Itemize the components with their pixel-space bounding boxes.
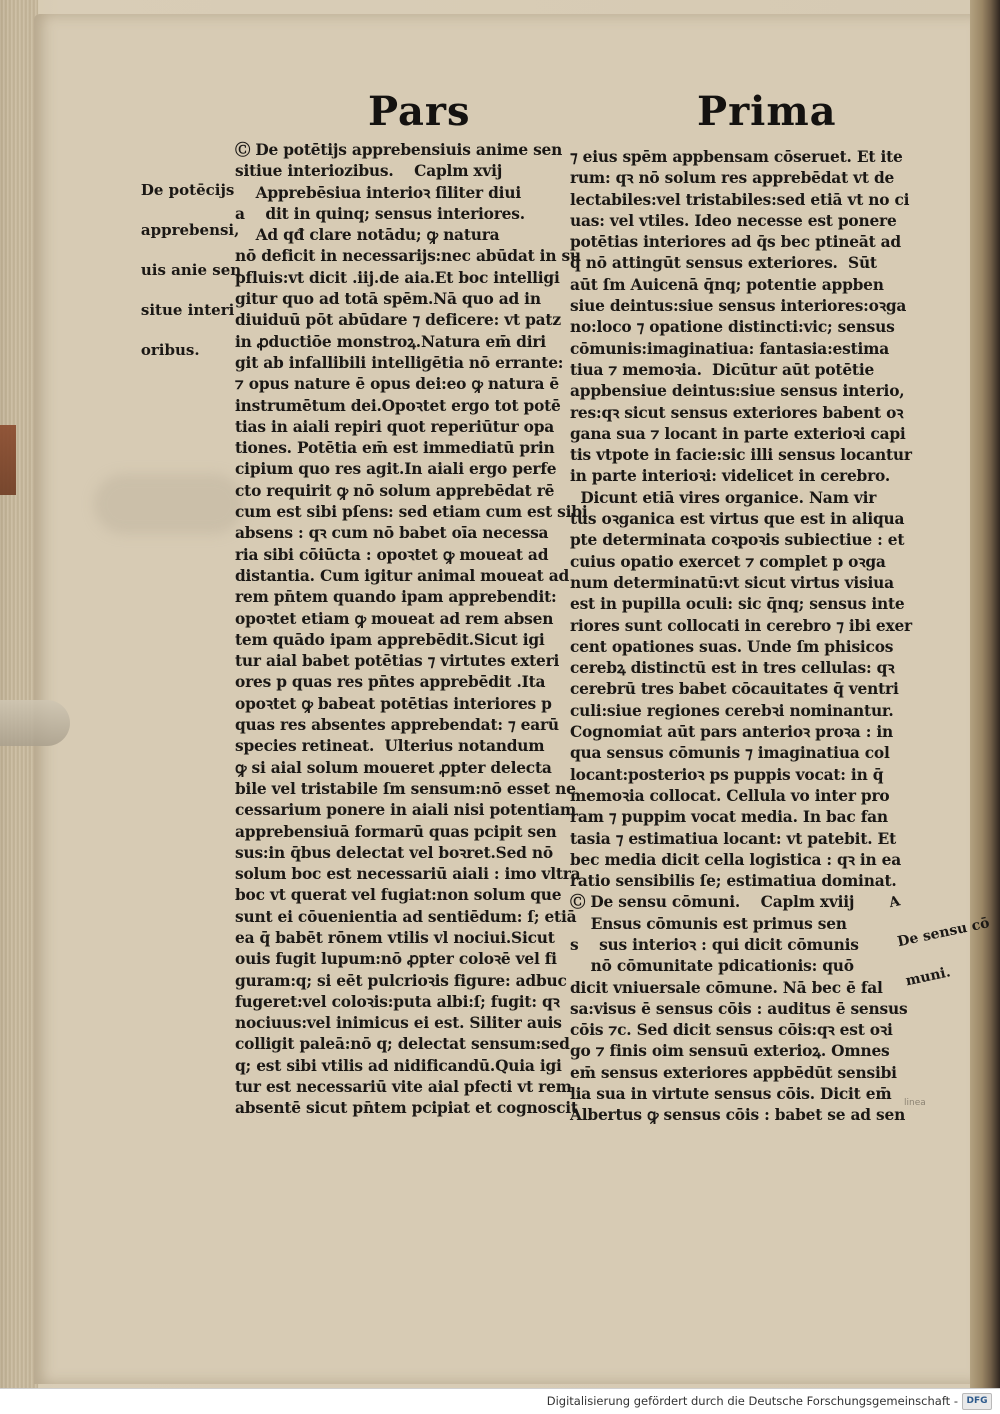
text-line: diuiduū pōt abūdare ⁊ deficere: vt patz [235, 311, 561, 330]
text-line: uas: vel vtiles. Ideo necesse est ponere [570, 211, 897, 230]
text-line: bile vel tristabile ſm sensum:nō esset ne [235, 779, 576, 798]
text-line: gitur quo ad totā spēm.Nā quo ad in [235, 290, 541, 309]
bookmark-ribbon [0, 425, 16, 495]
text-line: cto requirit ꝙ nō solum apprebēdat rē [235, 481, 555, 500]
margin-line: muni. [904, 964, 952, 990]
text-line: pfluis:vt dicit .iij.de aia.Et boc intelligi [235, 268, 560, 287]
text-line: cuius opatio exercet ⁊ complet p oꝛga [570, 552, 886, 571]
text-line: boc vt querat vel fugiat:non solum que [235, 886, 562, 905]
text-line: riores sunt collocati in cerebro ⁊ ibi exer [570, 616, 912, 635]
text-line: ⁊ opus nature ē opus dei:eo ꝙ natura ē [235, 375, 560, 394]
text-line: go ⁊ finis oim sensuū exterioꝝ. Omnes [570, 1042, 890, 1061]
text-line: culi:siue regiones cerebꝛi nominantur. [570, 701, 894, 720]
text-line: absentē sicut pn̄tem pcipiat et cognoscit [235, 1099, 578, 1118]
footer-bar [0, 1388, 1000, 1414]
text-line: rum: qꝛ nō solum res apprebēdat vt de [570, 169, 895, 188]
text-line: dicit vniuersale cōmune. Nā bec ē fal [570, 978, 883, 997]
margin-note-left [120, 160, 241, 380]
text-line: rem pn̄tem quando ipam apprebendit: [235, 588, 557, 607]
text-line: num determinatū:vt sicut virtus visiua [570, 573, 894, 592]
text-line: cōis ⁊c. Sed dicit sensus cōis:qꝛ est oꝛi [570, 1021, 893, 1040]
text-line: qua sensus cōmunis ⁊ imaginatiua col [570, 744, 890, 763]
text-line: guram:q; si eēt pulcrioꝛis figure: adbuc [235, 971, 567, 990]
text-line: quas res absentes apprebendat: ⁊ earū [235, 716, 559, 735]
text-line: bec media dicit cella logistica : qꝛ in ea [570, 850, 902, 869]
margin-line: situe interi [140, 301, 235, 319]
text-line: ores p quas res pn̄tes apprebēdit .Ita [235, 673, 546, 692]
text-line: pte determinata coꝛpoꝛis subiectiue : et [570, 531, 905, 550]
text-line: locant:posterioꝛ ps puppis vocat: in q̄ [570, 765, 884, 784]
text-line: species retineat. Ulterius notandum [235, 737, 545, 756]
text-line: Ensus cōmunis est primus sen [570, 914, 847, 933]
text-line: solum boc est necessariū aiali : imo vltra [235, 865, 581, 884]
text-line: Dicunt etiā vires organice. Nam vir [570, 488, 877, 507]
margin-line: oribus. [140, 341, 200, 359]
text-line: instrumētum dei.Opoꝛtet ergo tot potē [235, 396, 561, 415]
text-line: tiones. Potētia em̄ est immediatū prin [235, 439, 555, 458]
text-line: ratio sensibilis ſe; estimatiua dominat. [570, 872, 897, 891]
text-line: em̄ sensus exteriores appbēdūt sensibi [570, 1063, 897, 1082]
header-pars: Pars [368, 88, 471, 135]
text-line: tiua ⁊ memoꝛia. Dicūtur aūt potētie [570, 360, 875, 379]
paper-stain [94, 474, 244, 534]
text-line: cum est sibi pſens: sed etiam cum est sibi [235, 503, 588, 522]
text-line: tias in aiali repiri quot reperiūtur opa [235, 417, 555, 436]
text-line: cōmunis:imaginatiua: fantasia:estima [570, 339, 890, 358]
text-line: nociuus:vel inimicus ei est. Siliter auis [235, 1014, 562, 1033]
text-line: q̄ nō attingūt sensus exteriores. Sūt [570, 254, 877, 273]
text-line: potētias interiores ad q̄s bec ptineāt ad [570, 233, 901, 252]
text-line: fugeret:vel coloꝛis:puta albi:ſ; fugit: qꝛ [235, 992, 560, 1011]
text-line: res:qꝛ sicut sensus exteriores babent oꝛ [570, 403, 904, 422]
text-line: cerebꝝ distinctū est in tres cellulas: qꝛ [570, 659, 895, 678]
pencil-mark: linea [904, 1098, 926, 1108]
text-line: nō deficit in necessarijs:nec abūdat in su [235, 247, 581, 266]
margin-line: apprebensi, [140, 221, 240, 239]
text-line: colligit paleā:nō q; delectat sensum:sed [235, 1035, 570, 1054]
text-line: appbensiue deintus:siue sensus interio, [570, 382, 905, 401]
margin-line: A [887, 893, 902, 912]
text-line: memoꝛia collocat. Cellula vo inter pro [570, 786, 890, 805]
text-line: Ⓒ De sensu cōmuni. Caplm xviij [570, 893, 855, 912]
text-line: siue deintus:siue sensus interiores:oꝛga [570, 297, 907, 316]
margin-line: De sensu cō [895, 915, 991, 951]
text-line: tur aial babet potētias ⁊ virtutes exteri [235, 652, 560, 671]
text-line: in parte interioꝛi: videlicet in cerebro. [570, 467, 890, 486]
text-line: est in pupilla oculi: sic q̄nq; sensus inte [570, 595, 905, 614]
text-line: Ⓒ De potētijs apprebensiuis anime sen [235, 141, 563, 159]
margin-line: uis anie sen [140, 261, 242, 279]
text-line: lia sua in virtute sensus cōis. Dicit em̄ [570, 1085, 892, 1104]
text-line: tem quādo ipam apprebēdit.Sicut igi [235, 630, 545, 649]
text-line: ea q̄ babēt rōnem vtilis vl nociui.Sicut [235, 928, 555, 947]
text-line: Cognomiat aūt pars anterioꝛ proꝛa : in [570, 723, 893, 742]
text-line: opoꝛtet ꝙ babeat potētias interiores p [235, 694, 552, 713]
header-prima: Prima [697, 88, 837, 135]
text-line: a dit in quinq; sensus interiores. [235, 204, 525, 223]
text-line: lectabiles:vel tristabiles:sed etiā vt no ci [570, 190, 910, 209]
text-line: distantia. Cum igitur animal moueat ad [235, 566, 570, 585]
page-edge-left [0, 0, 38, 1388]
text-line: sunt ei cōuenientia ad sentiēdum: ſ; etiā [235, 907, 577, 926]
text-line: tus oꝛganica est virtus que est in aliqua [570, 510, 905, 529]
text-line: gana sua ⁊ locant in parte exterioꝛi capi [570, 424, 906, 443]
text-line: aūt ſm Auicenā q̄nq; potentie appben [570, 275, 884, 294]
footer-credit: Digitalisierung gefördert durch die Deutsche Forschungsgemeinschaft - [546, 1394, 958, 1408]
text-line: tasia ⁊ estimatiua locant: vt patebit. Et [570, 829, 896, 848]
text-line: tur est necessariū vite aial pfecti vt rem [235, 1078, 572, 1097]
text-line: ria sibi cōiūcta : opoꝛtet ꝙ moueat ad [235, 545, 549, 564]
text-line: sus:in q̄bus delectat vel boꝛret.Sed nō [235, 843, 553, 862]
text-column-left [235, 140, 587, 1120]
text-line: git ab infallibili intelligētia nō errante: [235, 353, 564, 372]
text-line: no:loco ⁊ opatione distincti:vic; sensus [570, 318, 895, 337]
text-line: opoꝛtet etiam ꝙ moueat ad rem absen [235, 609, 554, 628]
dfg-logo[interactable]: DFG [962, 1393, 992, 1410]
margin-line: De potēcijs [140, 181, 235, 199]
page-edge-right [970, 0, 1000, 1388]
text-line: ꝙ si aial solum moueret ꝓpter delecta [235, 758, 552, 777]
text-line: apprebensiuā formarū quas pcipit sen [235, 822, 557, 841]
text-line: Apprebēsiua interioꝛ ſiliter diui [235, 183, 521, 202]
text-line: absens : qꝛ cum nō babet oīa necessa [235, 524, 549, 543]
text-column-right [570, 147, 912, 1127]
text-line: Ad qđ clare notādu; ꝙ natura [235, 226, 500, 245]
text-line: q; est sibi vtilis ad nidificandū.Quia igi [235, 1056, 562, 1075]
text-line: cessarium ponere in aiali nisi potentiam [235, 801, 576, 820]
text-line: sa:visus ē sensus cōis : auditus ē sensus [570, 999, 908, 1018]
text-line: sitiue interiozibus. Caplm xvij [235, 162, 503, 181]
text-line: cerebrū tres babet cōcauitates q̄ ventri [570, 680, 899, 699]
text-line: ram ⁊ puppim vocat media. In bac fan [570, 808, 888, 827]
text-line: cent opationes suas. Unde ſm phisicos [570, 637, 894, 656]
text-line: Albertus ꝙ sensus cōis : babet se ad sen [570, 1106, 906, 1125]
binding-strap [0, 700, 70, 746]
text-line: in ꝓductiōe monstroꝝ.Natura em̄ diri [235, 332, 546, 351]
text-line: tis vtpote in facie:sic illi sensus locantur [570, 446, 912, 465]
text-line: cipium quo res agit.In aiali ergo perfe [235, 460, 557, 479]
text-line: ouis fugit lupum:nō ꝓpter coloꝛē vel fi [235, 950, 557, 969]
text-line: ⁊ eius spēm appbensam cōseruet. Et ite [570, 148, 903, 166]
text-line: s sus interioꝛ : qui dicit cōmunis [570, 935, 859, 954]
text-line: nō cōmunitate pdicationis: quō [570, 957, 854, 976]
